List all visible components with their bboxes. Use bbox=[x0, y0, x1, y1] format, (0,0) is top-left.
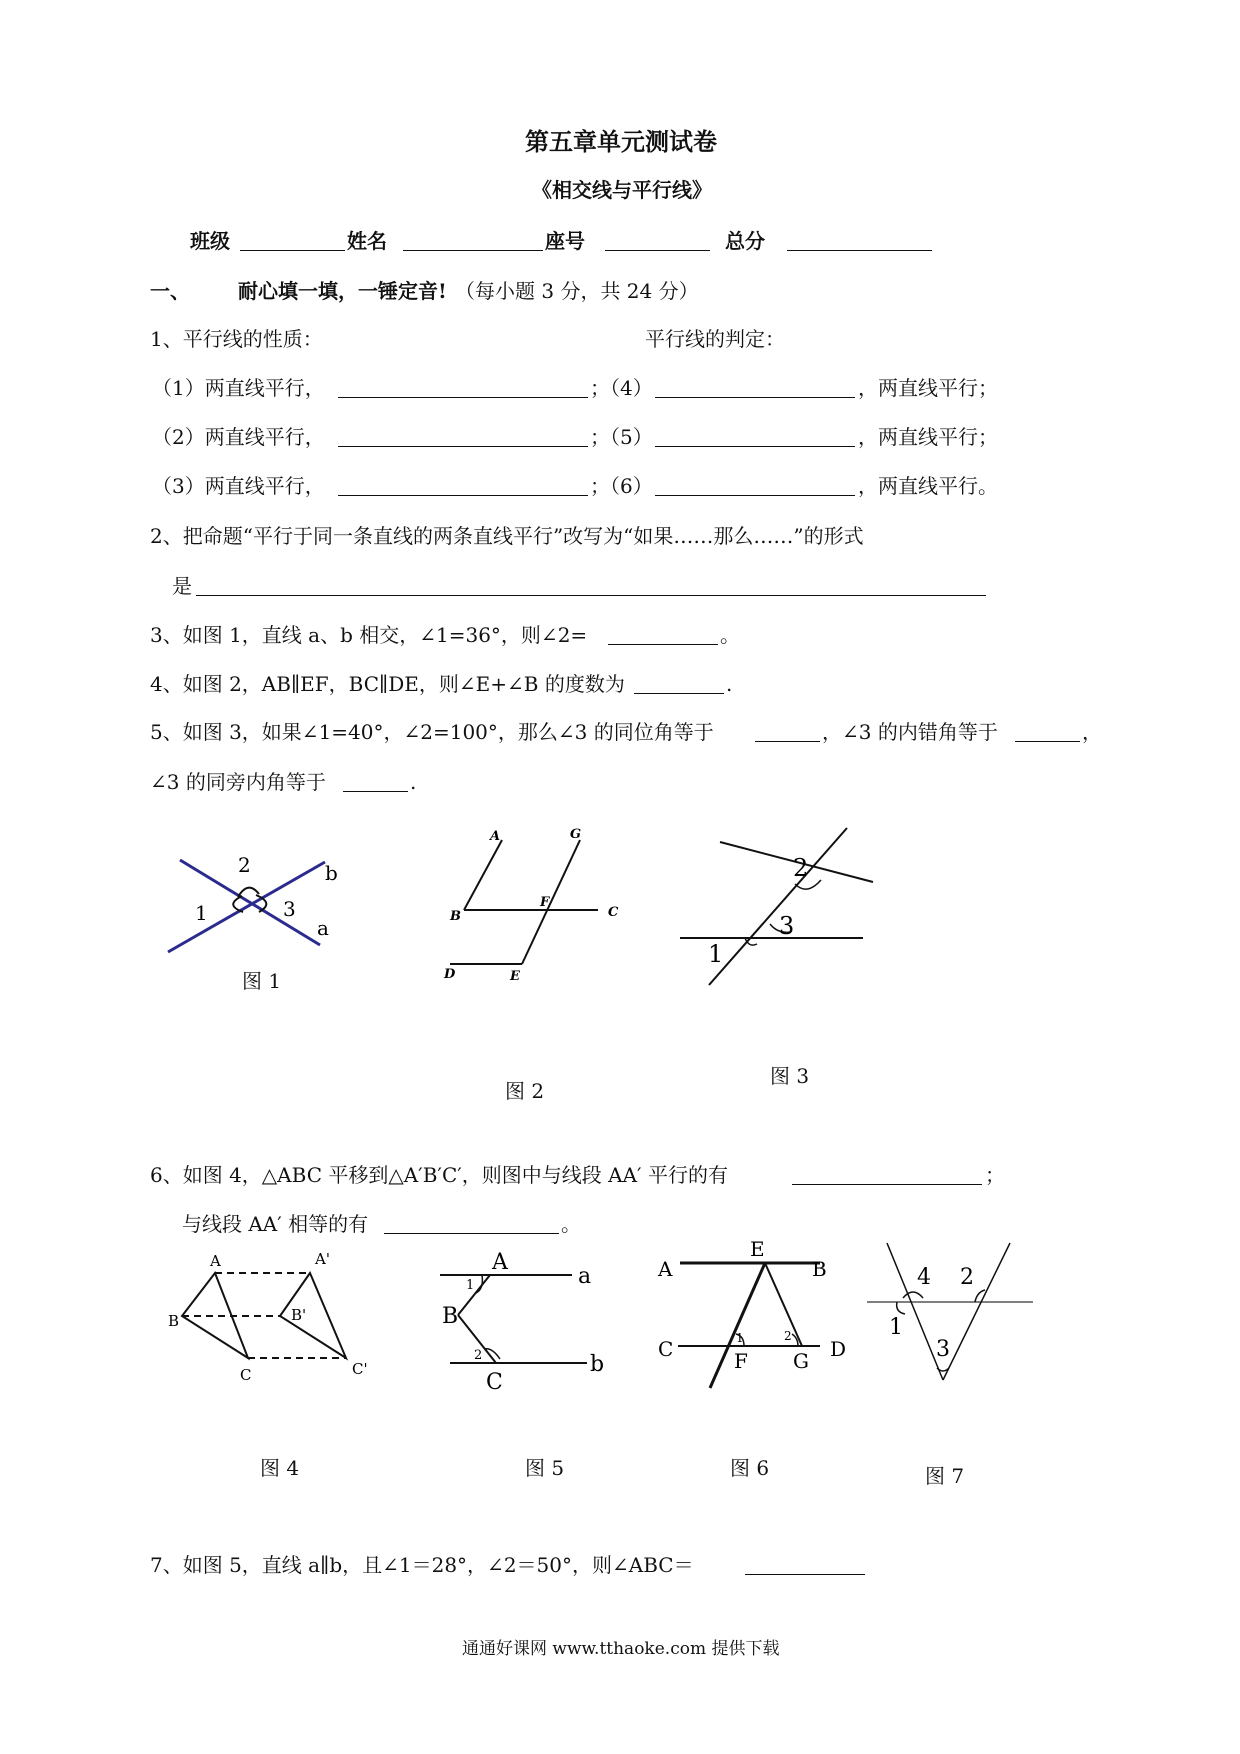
q3-blank[interactable] bbox=[608, 626, 718, 645]
fig7-label-2: 2 bbox=[960, 1265, 974, 1290]
q5-text-c: ， bbox=[1082, 720, 1102, 744]
figure-2 bbox=[430, 828, 630, 988]
q6-blank-1[interactable] bbox=[792, 1166, 982, 1185]
q6-line2: 与线段 AA′ 相等的有 bbox=[182, 1212, 369, 1236]
fig6-label-1: 1 bbox=[736, 1331, 744, 1345]
fig2-label-G: G bbox=[570, 828, 582, 842]
fig7-label-1: 1 bbox=[889, 1315, 903, 1340]
total-field[interactable] bbox=[787, 232, 932, 251]
fig5-caption: 图 5 bbox=[525, 1456, 565, 1480]
section-heading: 耐心填一填，一锤定音! bbox=[238, 279, 447, 303]
q7-blank[interactable] bbox=[745, 1556, 865, 1575]
q1-row2-right: ，两直线平行； bbox=[858, 425, 998, 449]
fig4-label-C: C bbox=[240, 1366, 252, 1384]
figure-5 bbox=[430, 1245, 630, 1395]
total-label: 总分 bbox=[725, 229, 765, 253]
fig7-label-3: 3 bbox=[936, 1337, 950, 1362]
fig3-caption: 图 3 bbox=[770, 1064, 810, 1088]
q1-row1-left: （1）两直线平行， bbox=[152, 376, 325, 400]
q1-blank-2[interactable] bbox=[338, 428, 588, 447]
q3-text: 3、如图 1，直线 a、b 相交，∠1=36°，则∠2= bbox=[150, 623, 588, 647]
fig3-label-3: 3 bbox=[779, 912, 795, 940]
page-subtitle: 《相交线与平行线》 bbox=[532, 178, 712, 202]
q6-end1: ； bbox=[985, 1163, 1005, 1187]
q5-blank-3[interactable] bbox=[343, 773, 408, 792]
q2-line2: 是 bbox=[172, 574, 192, 598]
q5-blank-2[interactable] bbox=[1015, 723, 1080, 742]
q2-blank[interactable] bbox=[196, 577, 986, 596]
footer-text: 通通好课网 www.tthaoke.com 提供下载 bbox=[462, 1639, 780, 1659]
q1-row2-left: （2）两直线平行， bbox=[152, 425, 325, 449]
q6-blank-2[interactable] bbox=[384, 1215, 559, 1234]
q1-blank-4[interactable] bbox=[655, 379, 855, 398]
fig4-label-B: B bbox=[168, 1312, 180, 1330]
q5-end: . bbox=[410, 770, 417, 794]
fig5-label-2: 2 bbox=[474, 1348, 483, 1363]
q5-blank-1[interactable] bbox=[755, 723, 820, 742]
q6-text: 6、如图 4，△ABC 平移到△A′B′C′，则图中与线段 AA′ 平行的有 bbox=[150, 1163, 728, 1187]
class-label: 班级 bbox=[190, 229, 230, 253]
page-title: 第五章单元测试卷 bbox=[525, 127, 717, 156]
figure-7 bbox=[865, 1238, 1035, 1388]
fig6-label-F: F bbox=[734, 1349, 748, 1373]
q1-row3-left: （3）两直线平行， bbox=[152, 474, 325, 498]
fig1-label-a: a bbox=[317, 916, 329, 940]
q1-label: 1、平行线的性质： bbox=[150, 327, 323, 351]
fig1-label-3: 3 bbox=[283, 897, 296, 921]
fig2-label-B: B bbox=[450, 909, 461, 924]
fig5-label-B: B bbox=[442, 1304, 459, 1329]
fig6-label-G: G bbox=[793, 1349, 809, 1373]
q1-row3-mid: ；（6） bbox=[590, 474, 653, 498]
fig5-label-A: A bbox=[492, 1250, 508, 1275]
q6-end2: 。 bbox=[561, 1212, 581, 1236]
q4-blank[interactable] bbox=[634, 675, 724, 694]
fig6-label-A: A bbox=[658, 1257, 673, 1281]
q4-end: . bbox=[726, 672, 733, 696]
q1-row1-right: ，两直线平行； bbox=[858, 376, 998, 400]
fig2-label-A: A bbox=[490, 829, 501, 844]
seat-field[interactable] bbox=[605, 232, 710, 251]
seat-label: 座号 bbox=[545, 229, 585, 253]
q2-text: 2、把命题“平行于同一条直线的两条直线平行”改写为“如果……那么……”的形式 bbox=[150, 524, 864, 548]
q1-blank-6[interactable] bbox=[655, 477, 855, 496]
class-field[interactable] bbox=[240, 232, 345, 251]
figure-4 bbox=[160, 1248, 380, 1388]
q5-line2: ∠3 的同旁内角等于 bbox=[150, 770, 326, 794]
fig6-caption: 图 6 bbox=[730, 1456, 770, 1480]
q1-blank-1[interactable] bbox=[338, 379, 588, 398]
figure-6 bbox=[650, 1238, 860, 1398]
fig1-label-2: 2 bbox=[238, 853, 251, 877]
fig4-caption: 图 4 bbox=[260, 1456, 300, 1480]
fig5-label-a: a bbox=[578, 1264, 592, 1289]
fig5-label-C: C bbox=[486, 1370, 503, 1395]
fig6-label-D: D bbox=[830, 1337, 847, 1361]
fig4-label-A: A bbox=[210, 1252, 221, 1270]
q3-end: 。 bbox=[720, 623, 740, 647]
fig2-label-F: F bbox=[540, 895, 550, 910]
fig4-label-B-prime: B' bbox=[291, 1306, 307, 1324]
fig1-caption: 图 1 bbox=[242, 969, 282, 993]
q1-blank-3[interactable] bbox=[338, 477, 588, 496]
q5-text-b: ，∠3 的内错角等于 bbox=[822, 720, 998, 744]
q1-row1-mid: ；（4） bbox=[590, 376, 653, 400]
fig7-caption: 图 7 bbox=[925, 1464, 965, 1488]
section-number: 一、 bbox=[150, 279, 190, 303]
name-field[interactable] bbox=[403, 232, 543, 251]
q7-text: 7、如图 5，直线 a∥b，且∠1＝28°，∠2＝50°，则∠ABC＝ bbox=[150, 1553, 694, 1577]
fig6-label-E: E bbox=[750, 1238, 765, 1261]
fig5-label-1: 1 bbox=[466, 1278, 475, 1293]
fig2-label-C: C bbox=[608, 905, 619, 920]
q1-blank-5[interactable] bbox=[655, 428, 855, 447]
figure-3 bbox=[675, 820, 875, 1000]
fig2-label-E: E bbox=[510, 969, 520, 984]
q1-right-label: 平行线的判定： bbox=[645, 327, 785, 351]
q1-row2-mid: ；（5） bbox=[590, 425, 653, 449]
fig4-label-A-prime: A' bbox=[315, 1250, 330, 1268]
fig3-label-2: 2 bbox=[793, 854, 809, 882]
fig7-label-4: 4 bbox=[917, 1265, 931, 1290]
q4-text: 4、如图 2，AB∥EF，BC∥DE，则∠E+∠B 的度数为 bbox=[150, 672, 625, 696]
fig4-label-C-prime: C' bbox=[352, 1360, 368, 1378]
section-note: （每小题 3 分，共 24 分） bbox=[455, 279, 699, 303]
fig2-label-D: D bbox=[444, 967, 456, 982]
q1-row3-right: ，两直线平行。 bbox=[858, 474, 998, 498]
fig1-label-1: 1 bbox=[195, 901, 208, 925]
fig3-label-1: 1 bbox=[708, 940, 724, 968]
fig6-label-2: 2 bbox=[784, 1329, 792, 1343]
fig1-label-b: b bbox=[325, 861, 338, 885]
fig2-caption: 图 2 bbox=[505, 1079, 545, 1103]
fig6-label-C: C bbox=[658, 1337, 674, 1361]
figure-1 bbox=[160, 850, 360, 960]
fig6-label-B: B bbox=[812, 1257, 827, 1281]
fig5-label-b: b bbox=[590, 1352, 605, 1377]
name-label: 姓名 bbox=[347, 229, 387, 253]
q5-text: 5、如图 3，如果∠1=40°，∠2=100°，那么∠3 的同位角等于 bbox=[150, 720, 714, 744]
